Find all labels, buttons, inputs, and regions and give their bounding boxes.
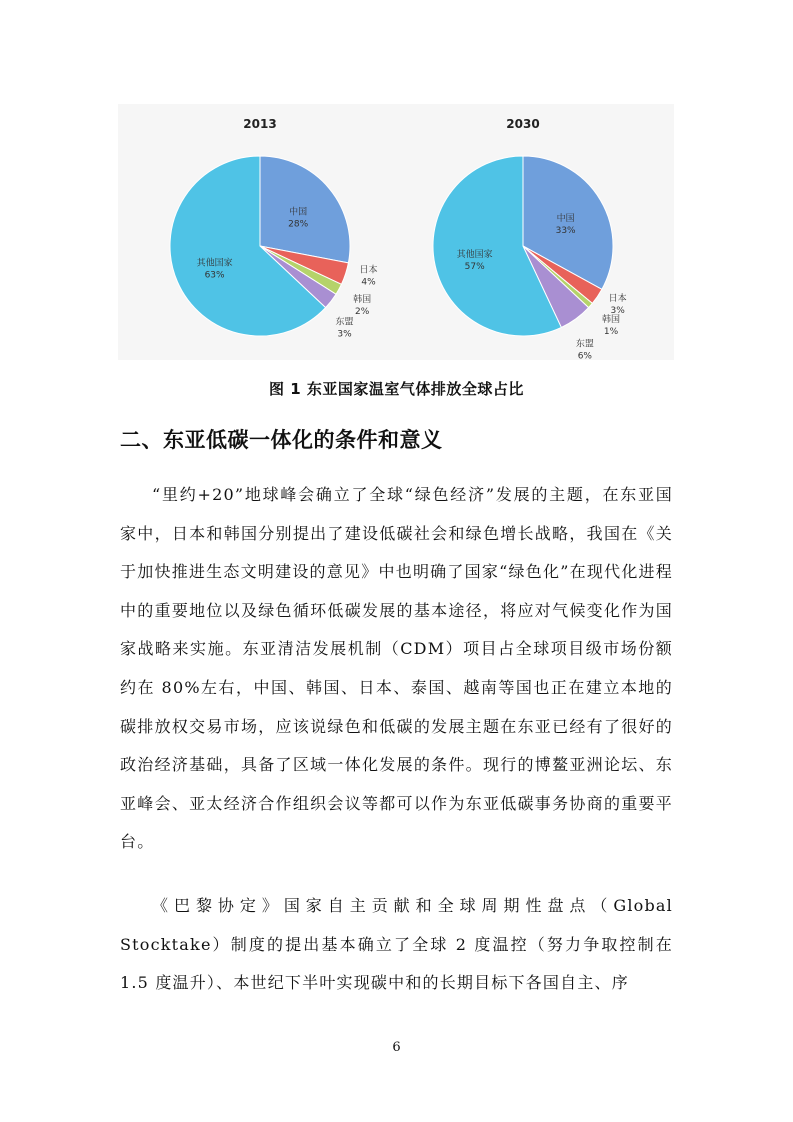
slice-value-others: 63% — [204, 270, 225, 281]
slice-value-asean: 6% — [577, 351, 592, 360]
slice-value-others: 57% — [464, 261, 485, 272]
slice-value-china: 33% — [555, 225, 576, 236]
figure-chart-area — [118, 104, 674, 360]
slice-value-asean: 3% — [337, 329, 352, 340]
figure-caption: 图 1 东亚国家温室气体排放全球占比 — [269, 380, 524, 398]
slice-value-korea: 1% — [603, 327, 619, 338]
slice-label-china: 中国 — [289, 207, 308, 218]
slice-label-japan: 日本 — [608, 293, 627, 304]
slice-label-japan: 日本 — [359, 265, 378, 276]
slice-label-korea: 韩国 — [353, 294, 372, 305]
slice-value-china: 28% — [288, 219, 309, 230]
section-heading: 二、东亚低碳一体化的条件和意义 — [120, 428, 443, 452]
pie-chart-2013 — [170, 117, 378, 340]
chart-title: 2030 — [506, 117, 540, 131]
slice-label-others: 其他国家 — [456, 249, 493, 260]
chart-title: 2013 — [243, 117, 277, 131]
slice-label-china: 中国 — [556, 213, 575, 224]
slice-value-korea: 2% — [355, 306, 370, 317]
slice-value-japan: 3% — [610, 305, 625, 316]
slice-label-asean: 东盟 — [335, 317, 354, 328]
body-paragraph-1: “里约+20”地球峰会确立了全球“绿色经济”发展的主题，在东亚国家中，日本和韩国分别提出了建设低碳社会和绿色增长战略，我国在《关于加快推进生态文明建设的意见》中也明确了国家“绿色化”在现代化进程中的重要地位以及绿色循环低碳发展的基本途径，将应对气候变化作为国家战略来实施。东亚清洁发展机制（CDM）项目占全球项目级市场份额约在 80%左右，中国、韩国、日本、泰国、越南等国也正在建立本地的碳排放权交易市场，应该说绿色和低碳的发展主题在东亚已经有了很好的政治经济基础，具备了区域一体化发展的条件。现行的博鳌亚洲论坛、东亚峰会、亚太经济合作组织会议等都可以作为东亚低碳事务协商的重要平台。 — [120, 485, 673, 852]
body-paragraph-2: 《巴黎协定》国家自主贡献和全球周期性盘点（Global Stocktake）制度的提出基本确立了全球 2 度温控（努力争取控制在 1.5 度温升）、本世纪下半叶实现碳中和的长期目标下各国自主、序 — [120, 896, 673, 993]
page-number: 6 — [392, 1040, 401, 1055]
pie-chart-2030 — [433, 117, 627, 360]
slice-label-others: 其他国家 — [196, 258, 233, 269]
slice-label-asean: 东盟 — [575, 339, 594, 350]
pie-charts — [118, 104, 674, 360]
slice-value-japan: 4% — [361, 277, 376, 288]
slice-label-korea: 韩国 — [602, 315, 621, 326]
